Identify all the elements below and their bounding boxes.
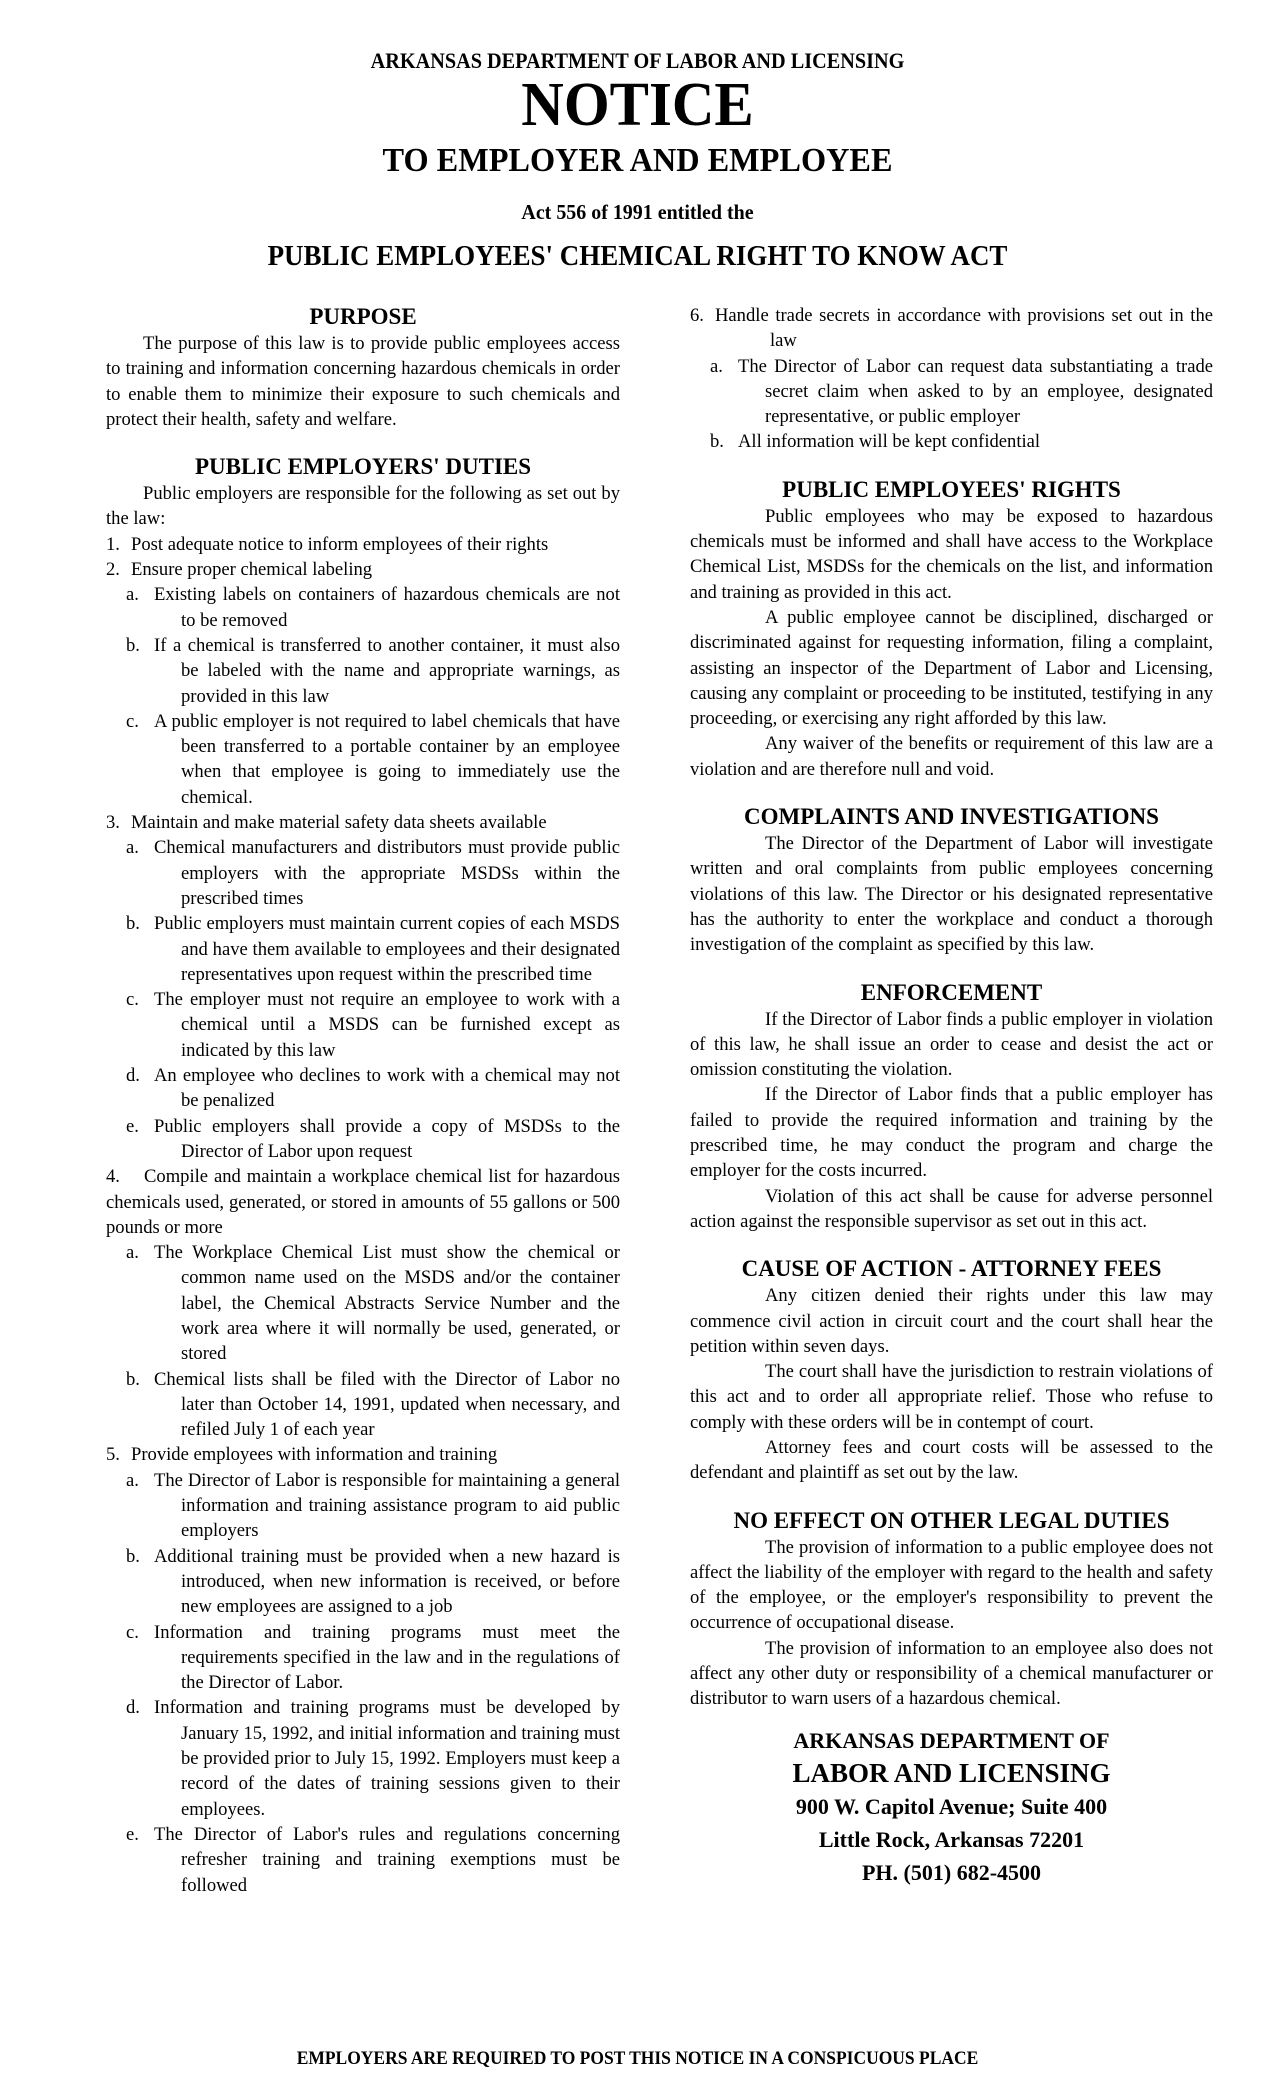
duty-subitem-text: If a chemical is transferred to another container, it must also be labeled with the name and appropriate warnings, as provided in this law <box>154 634 620 707</box>
duty-subitem-text: A public employer is not required to label chemicals that have been transferred to a portable container by an employee when that employee is going to immediately use the chemical. <box>154 710 620 808</box>
duty-subitem <box>106 709 620 810</box>
duty-subitem-text: Existing labels on containers of hazardous chemicals are not to be removed <box>154 584 620 631</box>
duty-subitem <box>106 1468 620 1544</box>
duty-subitem <box>106 911 620 987</box>
duty-subitem-text: All information will be kept confidential <box>738 431 1041 453</box>
act-title: PUBLIC EMPLOYEES' CHEMICAL RIGHT TO KNOW ACT <box>267 240 1008 272</box>
notice-audience: TO EMPLOYER AND EMPLOYEE <box>382 142 893 179</box>
duty-subitem <box>106 633 620 709</box>
duty-subitem <box>106 1695 620 1821</box>
purpose-section <box>106 303 620 432</box>
duty-subitem-letter: a. <box>126 837 139 859</box>
duty-subitem-letter: a. <box>126 1242 139 1264</box>
section-paragraph: If the Director of Labor finds a public employer in violation of this law, he shall issue an order to cease and desist the act or omission constituting the violation. <box>690 1008 1213 1081</box>
enforcement-section <box>690 979 1213 1235</box>
duty-number: 5. <box>106 1444 120 1466</box>
section-heading: PURPOSE <box>309 304 417 329</box>
agency-name: ARKANSAS DEPARTMENT OF LABOR AND LICENSING <box>370 48 905 73</box>
purpose-text: The purpose of this law is to provide public employees access to training and information concerning hazardous chemicals in order to enable them to minimize their exposure to such chemicals and protect their health, safety and welfare. <box>106 333 620 430</box>
duty-text: Compile and maintain a workplace chemical list for hazardous chemicals used, generated, or stored in amounts of 55 gallons or 500 pounds or more <box>106 1166 620 1238</box>
duty-subitem-text: An employee who declines to work with a chemical may not be penalized <box>154 1065 620 1112</box>
duty-number: 4. <box>106 1166 120 1188</box>
contact-block <box>690 1724 1213 1889</box>
duty-text: Maintain and make material safety data sheets available <box>131 812 547 834</box>
duty-subitem-letter: b. <box>126 1368 140 1390</box>
duty-number: 2. <box>106 559 120 581</box>
duty-item <box>106 810 620 835</box>
duty-subitem-letter: a. <box>710 355 723 377</box>
duty-subitem-letter: c. <box>126 989 139 1011</box>
duty-subitem <box>106 987 620 1063</box>
contact-address: 900 W. Capitol Avenue; Suite 400 <box>795 1793 1108 1819</box>
posting-requirement: EMPLOYERS ARE REQUIRED TO POST THIS NOTICE IN A CONSPICUOUS PLACE <box>296 2048 979 2069</box>
section-heading: PUBLIC EMPLOYEES' RIGHTS <box>782 476 1121 502</box>
notice-title: NOTICE <box>521 71 754 139</box>
duty-item <box>106 1442 620 1467</box>
duty-subitem-text: Additional training must be provided when a new hazard is introduced, when new information is received, or before new employees are assigned to a job <box>154 1545 620 1618</box>
duty-text: Handle trade secrets in accordance with provisions set out in the law <box>715 305 1213 352</box>
duty-subitem-text: The Director of Labor's rules and regulations concerning refresher training and training exemptions must be followed <box>154 1823 620 1896</box>
section-heading: ENFORCEMENT <box>860 979 1043 1005</box>
section-paragraph: Attorney fees and court costs will be assessed to the defendant and plaintiff as set out by the law. <box>690 1436 1213 1484</box>
contact-phone: PH. (501) 682-4500 <box>861 1859 1042 1885</box>
section-paragraph: Violation of this act shall be cause for adverse personnel action against the responsible supervisor as set out in this act. <box>690 1185 1213 1232</box>
contact-agency-line1: ARKANSAS DEPARTMENT OF <box>793 1727 1110 1753</box>
section-paragraph: The Director of the Department of Labor will investigate written and oral complaints from public employees concerning violations of this law. The Director or his designated representative has the authority to enter the workplace and conduct a thorough investigation of the complaint as specified by this law. <box>690 833 1213 956</box>
duty-subitem-text: Public employers shall provide a copy of MSDSs to the Director of Labor upon request <box>154 1115 620 1162</box>
left-column <box>106 303 620 1898</box>
duty-subitem-letter: b. <box>126 1545 140 1567</box>
duty-subitem-letter: c. <box>126 710 139 732</box>
duty-subitem <box>106 1367 620 1443</box>
duty-subitem <box>106 1544 620 1620</box>
duty-subitem-text: Chemical manufacturers and distributors must provide public employers with the appropriate MSDSs within the prescribed times <box>154 837 620 909</box>
duty-item <box>690 303 1213 354</box>
right-column <box>690 303 1213 1889</box>
section-paragraph: The court shall have the jurisdiction to restrain violations of this act and to order all appropriate relief. Those who refuse to comply with these orders will be in contempt of court. <box>690 1361 1213 1433</box>
contact-agency-line2: LABOR AND LICENSING <box>792 1757 1111 1788</box>
duty-subitem-letter: e. <box>126 1823 139 1845</box>
section-heading: CAUSE OF ACTION - ATTORNEY FEES <box>741 1256 1162 1282</box>
duty-subitem-text: Chemical lists shall be filed with the Director of Labor no later than October 14, 1991, updated when necessary, and refiled July 1 of each year <box>154 1368 620 1441</box>
duties-intro: Public employers are responsible for the following as set out by the law: <box>106 483 620 530</box>
duty-number: 6. <box>690 305 704 326</box>
act-reference: Act 556 of 1991 entitled the <box>521 200 754 224</box>
duty-subitem <box>106 835 620 911</box>
duty-item <box>106 1164 620 1240</box>
duty-subitem <box>106 582 620 633</box>
duty-subitem <box>106 1240 620 1366</box>
duty-text: Ensure proper chemical labeling <box>131 559 373 581</box>
duty-subitem <box>106 1063 620 1114</box>
duty-subitem-text: Information and training programs must meet the requirements specified in the law and in the regulations of the Director of Labor. <box>154 1621 620 1694</box>
duty-subitem-letter: b. <box>126 913 140 935</box>
complaints-section <box>690 803 1213 957</box>
duty-subitem-text: The Director of Labor can request data substantiating a trade secret claim when asked to by an employee, designated representative, or public employer <box>738 355 1213 428</box>
duty-subitem <box>690 354 1213 430</box>
duties-list <box>106 532 620 1898</box>
duty-subitem-text: The employer must not require an employee to work with a chemical until a MSDS can be furnished except as indicated by this law <box>154 989 620 1061</box>
section-heading: COMPLAINTS AND INVESTIGATIONS <box>744 804 1159 830</box>
duty-subitem <box>106 1114 620 1165</box>
duty-subitem-letter: d. <box>126 1065 140 1087</box>
section-paragraph: The provision of information to an employee also does not affect any other duty or responsibility of a chemical manufacturer or distributor to warn users of a hazardous chemical. <box>690 1637 1213 1710</box>
duty-subitem <box>690 429 1213 454</box>
duty-subitem <box>106 1620 620 1696</box>
section-paragraph: If the Director of Labor finds that a public employer has failed to provide the required information and training by the prescribed time, he may conduct the program and charge the employer for the costs incurred. <box>690 1084 1213 1182</box>
cause-of-action-section <box>690 1255 1213 1485</box>
duty-subitem-text: Information and training programs must be developed by January 15, 1992, and initial information and training must be provided prior to July 15, 1992. Employers must keep a record of the dates of training sessions given to their employees. <box>154 1697 620 1820</box>
section-heading: NO EFFECT ON OTHER LEGAL DUTIES <box>733 1507 1170 1533</box>
duty-text: Post adequate notice to inform employees of their rights <box>131 533 549 555</box>
no-effect-section <box>690 1507 1213 1712</box>
rights-section <box>690 476 1213 782</box>
duty-item <box>106 557 620 582</box>
duty-number: 1. <box>106 533 120 555</box>
section-paragraph: The provision of information to a public employee does not affect the liability of the employer with regard to the health and safety of the employee, or the employer's responsibility to prevent the occurrence of occupational disease. <box>690 1536 1213 1634</box>
duty-item <box>106 532 620 557</box>
section-paragraph: Any waiver of the benefits or requirement of this law are a violation and are therefore null and void. <box>690 733 1213 780</box>
duty-subitem-letter: e. <box>126 1115 139 1137</box>
duty-subitem-text: The Workplace Chemical List must show the chemical or common name used on the MSDS and/or the container label, the Chemical Abstracts Service Number and the work area where it will normally be used, generated, or stored <box>154 1242 620 1365</box>
duties-list-continued <box>690 303 1213 455</box>
contact-city: Little Rock, Arkansas 72201 <box>818 1826 1085 1852</box>
duty-subitem-letter: b. <box>126 634 140 656</box>
duty-text: Provide employees with information and training <box>131 1444 498 1466</box>
duty-subitem <box>106 1822 620 1898</box>
duty-subitem-letter: a. <box>126 1469 139 1491</box>
duty-subitem-letter: b. <box>710 431 724 453</box>
duty-subitem-text: The Director of Labor is responsible for maintaining a general information and training assistance program to aid public employers <box>154 1469 620 1542</box>
duty-subitem-text: Public employers must maintain current copies of each MSDS and have them available to employees and their designated representatives upon request within the prescribed time <box>154 913 620 985</box>
duty-subitem-letter: c. <box>126 1621 139 1643</box>
section-paragraph: Public employees who may be exposed to hazardous chemicals must be informed and shall have access to the Workplace Chemical List, MSDSs for the chemicals on the list, and information and training as provided in this act. <box>690 505 1213 603</box>
section-heading: PUBLIC EMPLOYERS' DUTIES <box>194 454 532 480</box>
duty-subitem-letter: a. <box>126 584 139 606</box>
duty-subitem-letter: d. <box>126 1697 140 1719</box>
duties-section <box>106 453 620 1898</box>
section-paragraph: A public employee cannot be disciplined, discharged or discriminated against for requesting information, filing a complaint, assisting an inspector of the Department of Labor and Licensing, causing any complaint or proceeding to be instituted, testifying in any proceeding, or exercising any right afforded by this law. <box>690 606 1213 730</box>
duty-number: 3. <box>106 812 120 834</box>
section-paragraph: Any citizen denied their rights under this law may commence civil action in circuit court and the court shall hear the petition within seven days. <box>690 1285 1213 1357</box>
